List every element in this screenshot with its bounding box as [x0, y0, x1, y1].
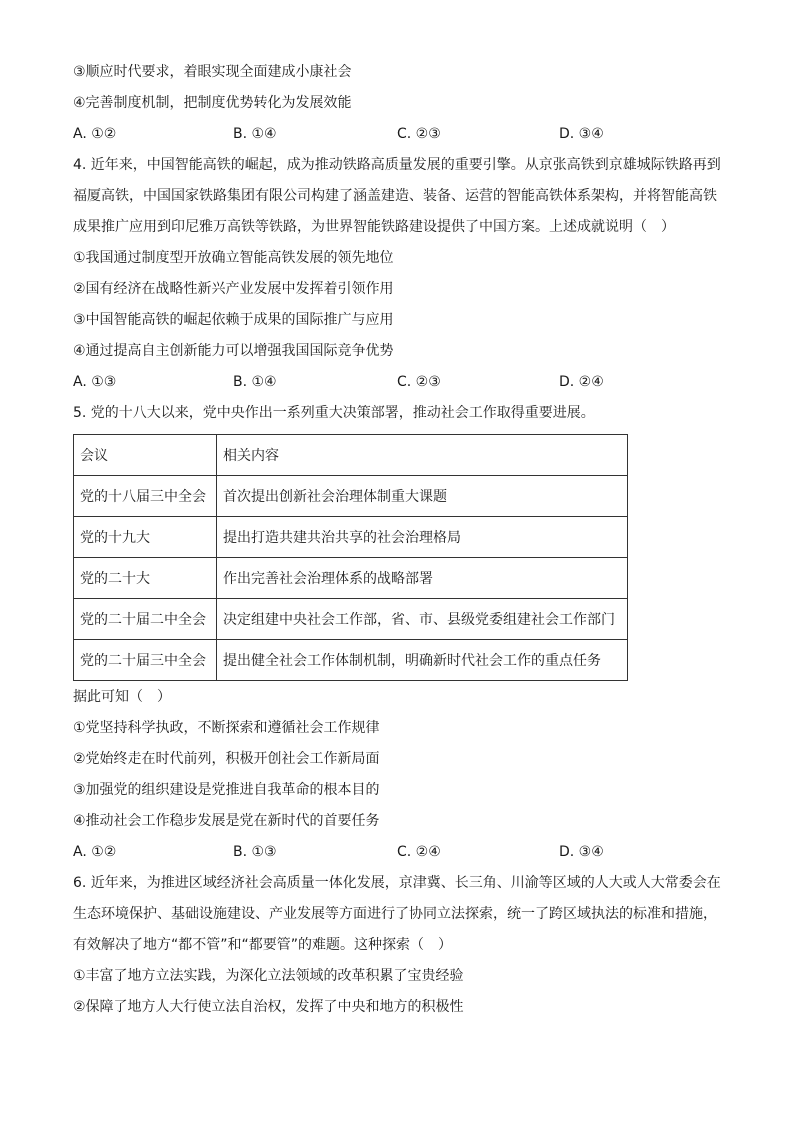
q4-stem-line: 成果推广应用到印尼雅万高铁等铁路，为世界智能铁路建设提供了中国方案。上述成就说明（ ）: [73, 219, 675, 235]
q4-statement-2: ②国有经济在战略性新兴产业发展中发挥着引领作用: [73, 281, 394, 297]
table-cell-content: 决定组建中央社会工作部，省、市、县级党委组建社会工作部门: [217, 599, 628, 640]
q5-option-b[interactable]: B. ①③: [233, 844, 277, 860]
table-cell-content: 提出打造共建共治共享的社会治理格局: [217, 517, 628, 558]
q3-option-d[interactable]: D. ③④: [559, 126, 604, 142]
table-cell-meeting: 党的二十大: [74, 558, 217, 599]
q5-option-d[interactable]: D. ③④: [559, 844, 604, 860]
q4-stem-line: 福厦高铁，中国国家铁路集团有限公司构建了涵盖建造、装备、运营的智能高铁体系架构，并将智能高铁: [73, 188, 717, 204]
table-cell-meeting: 党的十八届三中全会: [74, 476, 217, 517]
q5-statement-1: ①党坚持科学执政，不断探索和遵循社会工作规律: [73, 720, 380, 736]
q5-statement-2: ②党始终走在时代前列，积极开创社会工作新局面: [73, 751, 380, 767]
q6-stem-line: 6. 近年来，为推进区域经济社会高质量一体化发展，京津冀、长三角、川渝等区域的人大或人大常委会在: [73, 875, 721, 891]
q4-statement-3: ③中国智能高铁的崛起依赖于成果的国际推广与应用: [73, 312, 394, 328]
table-header-meeting: 会议: [74, 435, 217, 476]
table-row: [74, 558, 628, 599]
q4-option-a[interactable]: A. ①③: [73, 374, 117, 390]
q6-stem: [73, 873, 733, 955]
q5-stem: 5. 党的十八大以来，党中央作出一系列重大决策部署，推动社会工作取得重要进展。: [73, 405, 595, 421]
q5-question: 据此可知（ ）: [73, 689, 171, 705]
q5-meeting-table: [73, 434, 628, 681]
table-header-row: [74, 435, 628, 476]
q4-statement-1: ①我国通过制度型开放确立智能高铁发展的领先地位: [73, 250, 394, 266]
q5-statement-4: ④推动社会工作稳步发展是党在新时代的首要任务: [73, 813, 380, 829]
q5-option-c[interactable]: C. ②④: [397, 844, 441, 860]
table-cell-content: 首次提出创新社会治理体制重大课题: [217, 476, 628, 517]
q5-options: [73, 842, 733, 862]
q4-statements: [73, 248, 733, 361]
q4-option-b[interactable]: B. ①④: [233, 374, 277, 390]
table-cell-meeting: 党的二十届二中全会: [74, 599, 217, 640]
q6-statement-1: ①丰富了地方立法实践，为深化立法领域的改革积累了宝贵经验: [73, 968, 464, 984]
table-cell-meeting: 党的十九大: [74, 517, 217, 558]
table-row: [74, 640, 628, 681]
q3-statements: [73, 62, 733, 113]
exam-page: [73, 62, 733, 1028]
q4-options: [73, 372, 733, 392]
q6-stem-line: 有效解决了地方“都不管”和“都要管”的难题。这种探索（ ）: [73, 937, 453, 953]
q3-statement-4: ④完善制度机制，把制度优势转化为发展效能: [73, 95, 352, 111]
q5-statement-3: ③加强党的组织建设是党推进自我革命的根本目的: [73, 782, 380, 798]
table-header-content: 相关内容: [217, 435, 628, 476]
q3-options: [73, 124, 733, 144]
q4-stem: [73, 155, 733, 237]
table-cell-content: 作出完善社会治理体系的战略部署: [217, 558, 628, 599]
table-row: [74, 476, 628, 517]
q6-stem-line: 生态环境保护、基础设施建设、产业发展等方面进行了协同立法探索，统一了跨区域执法的标准和措施，: [73, 906, 717, 922]
q3-option-b[interactable]: B. ①④: [233, 126, 277, 142]
q5-statements: [73, 718, 733, 831]
table-cell-meeting: 党的二十届三中全会: [74, 640, 217, 681]
q3-option-c[interactable]: C. ②③: [397, 126, 441, 142]
table-row: [74, 517, 628, 558]
q6-statements: [73, 966, 733, 1017]
q4-statement-4: ④通过提高自主创新能力可以增强我国国际竞争优势: [73, 343, 394, 359]
q6-statement-2: ②保障了地方人大行使立法自治权，发挥了中央和地方的积极性: [73, 999, 464, 1015]
table-row: [74, 599, 628, 640]
q4-option-c[interactable]: C. ②③: [397, 374, 441, 390]
q3-statement-3: ③顺应时代要求，着眼实现全面建成小康社会: [73, 64, 352, 80]
table-cell-content: 提出健全社会工作体制机制，明确新时代社会工作的重点任务: [217, 640, 628, 681]
q4-stem-line: 4. 近年来，中国智能高铁的崛起，成为推动铁路高质量发展的重要引擎。从京张高铁到京雄城际铁路再到: [73, 157, 721, 173]
q4-option-d[interactable]: D. ②④: [559, 374, 604, 390]
q3-option-a[interactable]: A. ①②: [73, 126, 117, 142]
q5-option-a[interactable]: A. ①②: [73, 844, 117, 860]
